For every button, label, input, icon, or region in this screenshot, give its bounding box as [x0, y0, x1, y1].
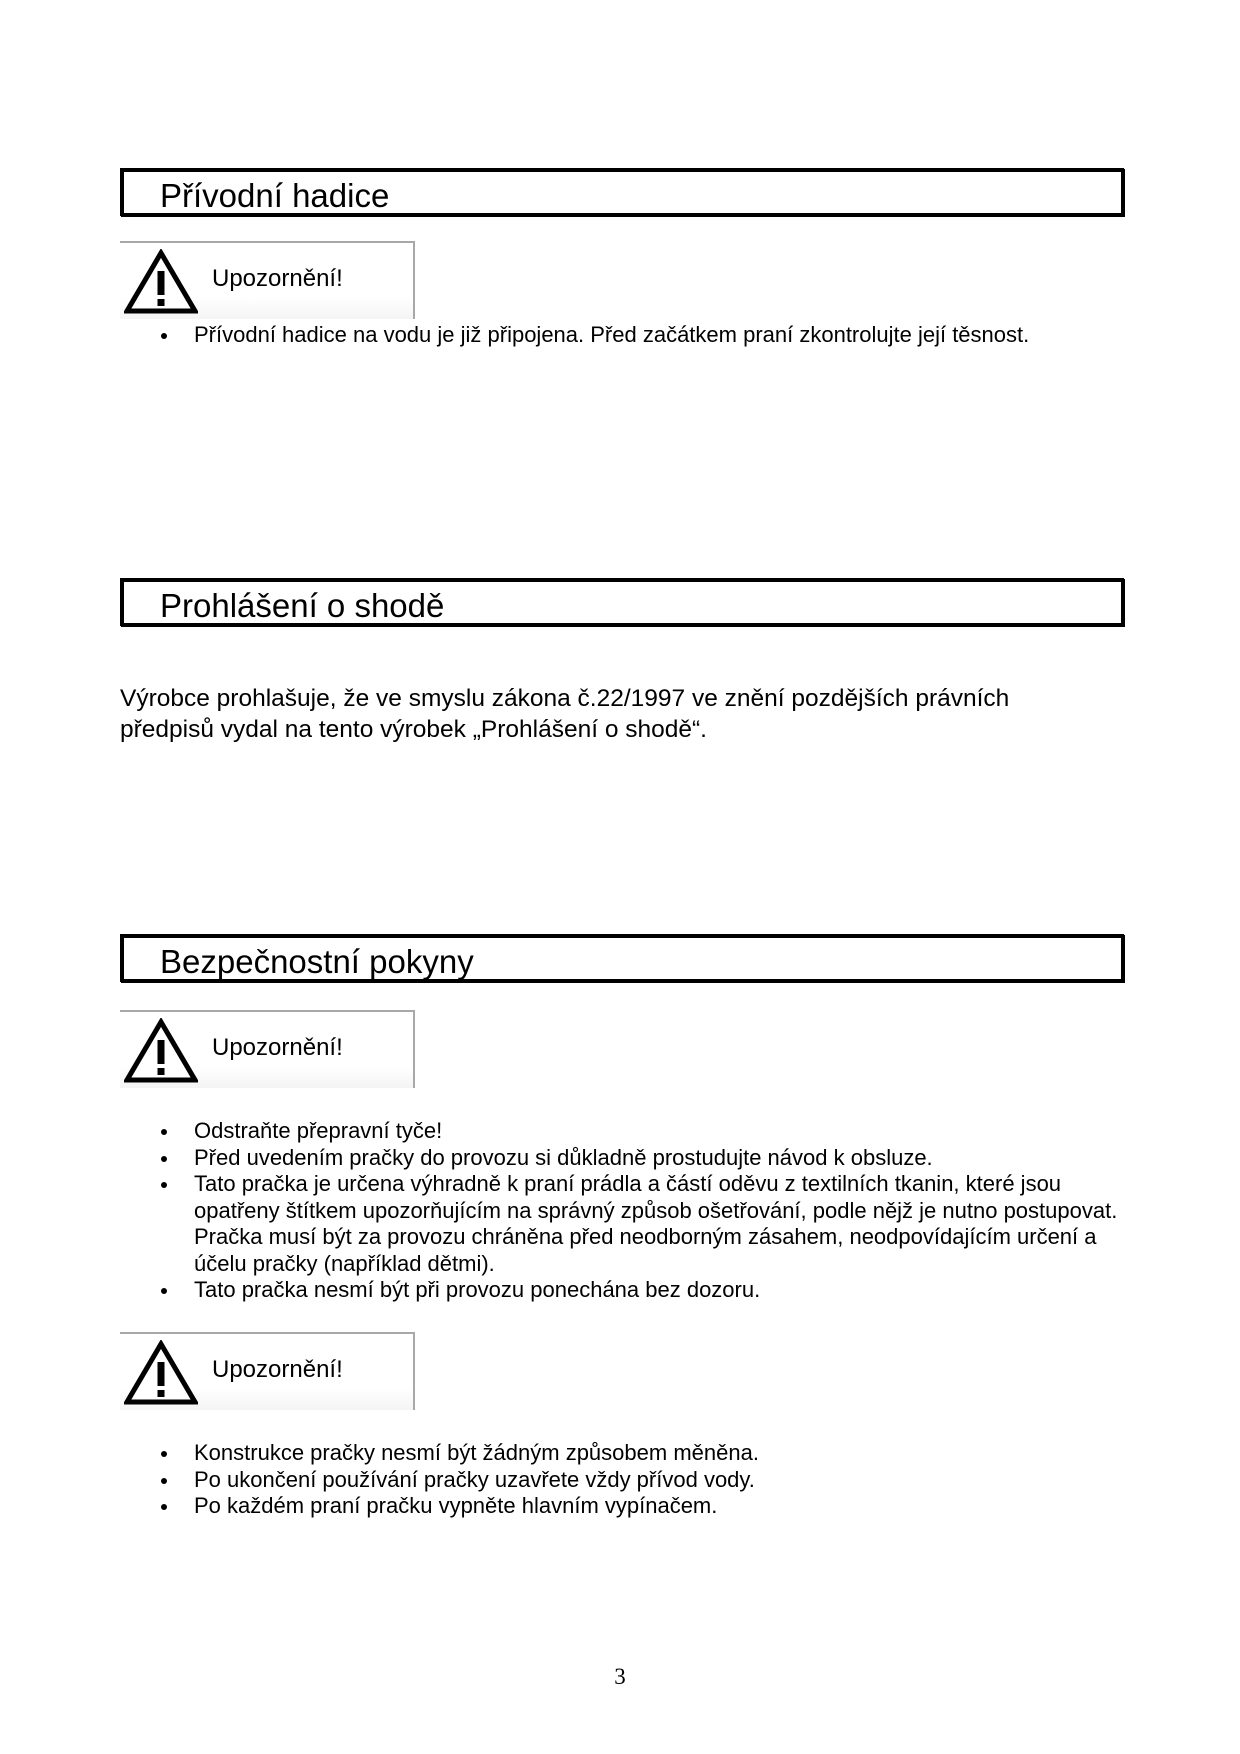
warning-label: Upozornění!	[212, 1034, 343, 1061]
warning-box	[120, 241, 416, 321]
bullet-icon	[161, 333, 167, 339]
conformity-paragraph	[120, 683, 1120, 745]
section-title: Přívodní hadice	[160, 177, 390, 214]
bullet-list	[150, 1118, 1120, 1304]
warning-triangle-icon	[124, 249, 198, 315]
list-item-text: Před uvedením pračky do provozu si důkladně prostudujte návod k obsluze.	[194, 1144, 933, 1170]
section-header-hose	[120, 168, 1124, 216]
list-item-text: Tato pračka nesmí být při provozu ponechána bez dozoru.	[194, 1277, 761, 1302]
bullet-icon	[161, 1156, 167, 1162]
list-item-text: Přívodní hadice na vodu je již připojena. Před začátkem praní zkontrolujte její těsnost.	[194, 322, 1030, 347]
list-item	[150, 1171, 1120, 1277]
bullet-list	[150, 1440, 1120, 1520]
list-item	[150, 1277, 1120, 1304]
section-title: Prohlášení o shodě	[160, 587, 445, 624]
section-title: Bezpečnostní pokyny	[160, 943, 474, 980]
bullet-icon	[161, 1288, 167, 1294]
bullet-icon	[161, 1504, 167, 1510]
warning-label: Upozornění!	[212, 265, 343, 292]
list-item-text: Po ukončení používání pračky uzavřete vždy přívod vody.	[194, 1466, 755, 1492]
section-header-conformity	[120, 578, 1124, 626]
warning-label: Upozornění!	[212, 1356, 343, 1383]
bullet-icon	[161, 1451, 167, 1457]
list-item-text: Po každém praní pračku vypněte hlavním vypínačem.	[194, 1493, 718, 1518]
list-item	[150, 1493, 1120, 1520]
bullet-icon	[161, 1129, 167, 1135]
list-item	[150, 1467, 1120, 1494]
warning-box	[120, 1010, 416, 1090]
section-header-safety	[120, 934, 1124, 982]
bullet-icon	[161, 1478, 167, 1484]
warning-box	[120, 1332, 416, 1412]
warning-triangle-icon	[124, 1018, 198, 1084]
list-item-text: Odstraňte přepravní tyče!	[194, 1118, 443, 1143]
page-number: 3	[614, 1664, 626, 1689]
list-item	[150, 322, 1120, 349]
bullet-list	[150, 322, 1120, 349]
list-item	[150, 1118, 1120, 1145]
list-item-text: Konstrukce pračky nesmí být žádným způsobem měněna.	[194, 1440, 759, 1465]
paragraph-line: Výrobce prohlašuje, že ve smyslu zákona č.22/1997 ve znění pozdějších právních	[120, 685, 1010, 712]
paragraph-line: předpisů vydal na tento výrobek „Prohlášení o shodě“.	[120, 716, 707, 743]
list-item	[150, 1440, 1120, 1467]
warning-triangle-icon	[124, 1340, 198, 1406]
list-item-text: Tato pračka je určena výhradně k praní prádla a částí oděvu z textilních tkanin, které jsou opatřeny štítkem upozorňujícím na správný způsob ošetřování, podle nějž je nutno postupovat. Pračka musí být za provozu chráněna před neodborným zásahem, neodpovídajícím určení a účelu pračky (například dětmi).	[194, 1171, 1118, 1276]
bullet-icon	[161, 1182, 167, 1188]
list-item	[150, 1145, 1120, 1172]
